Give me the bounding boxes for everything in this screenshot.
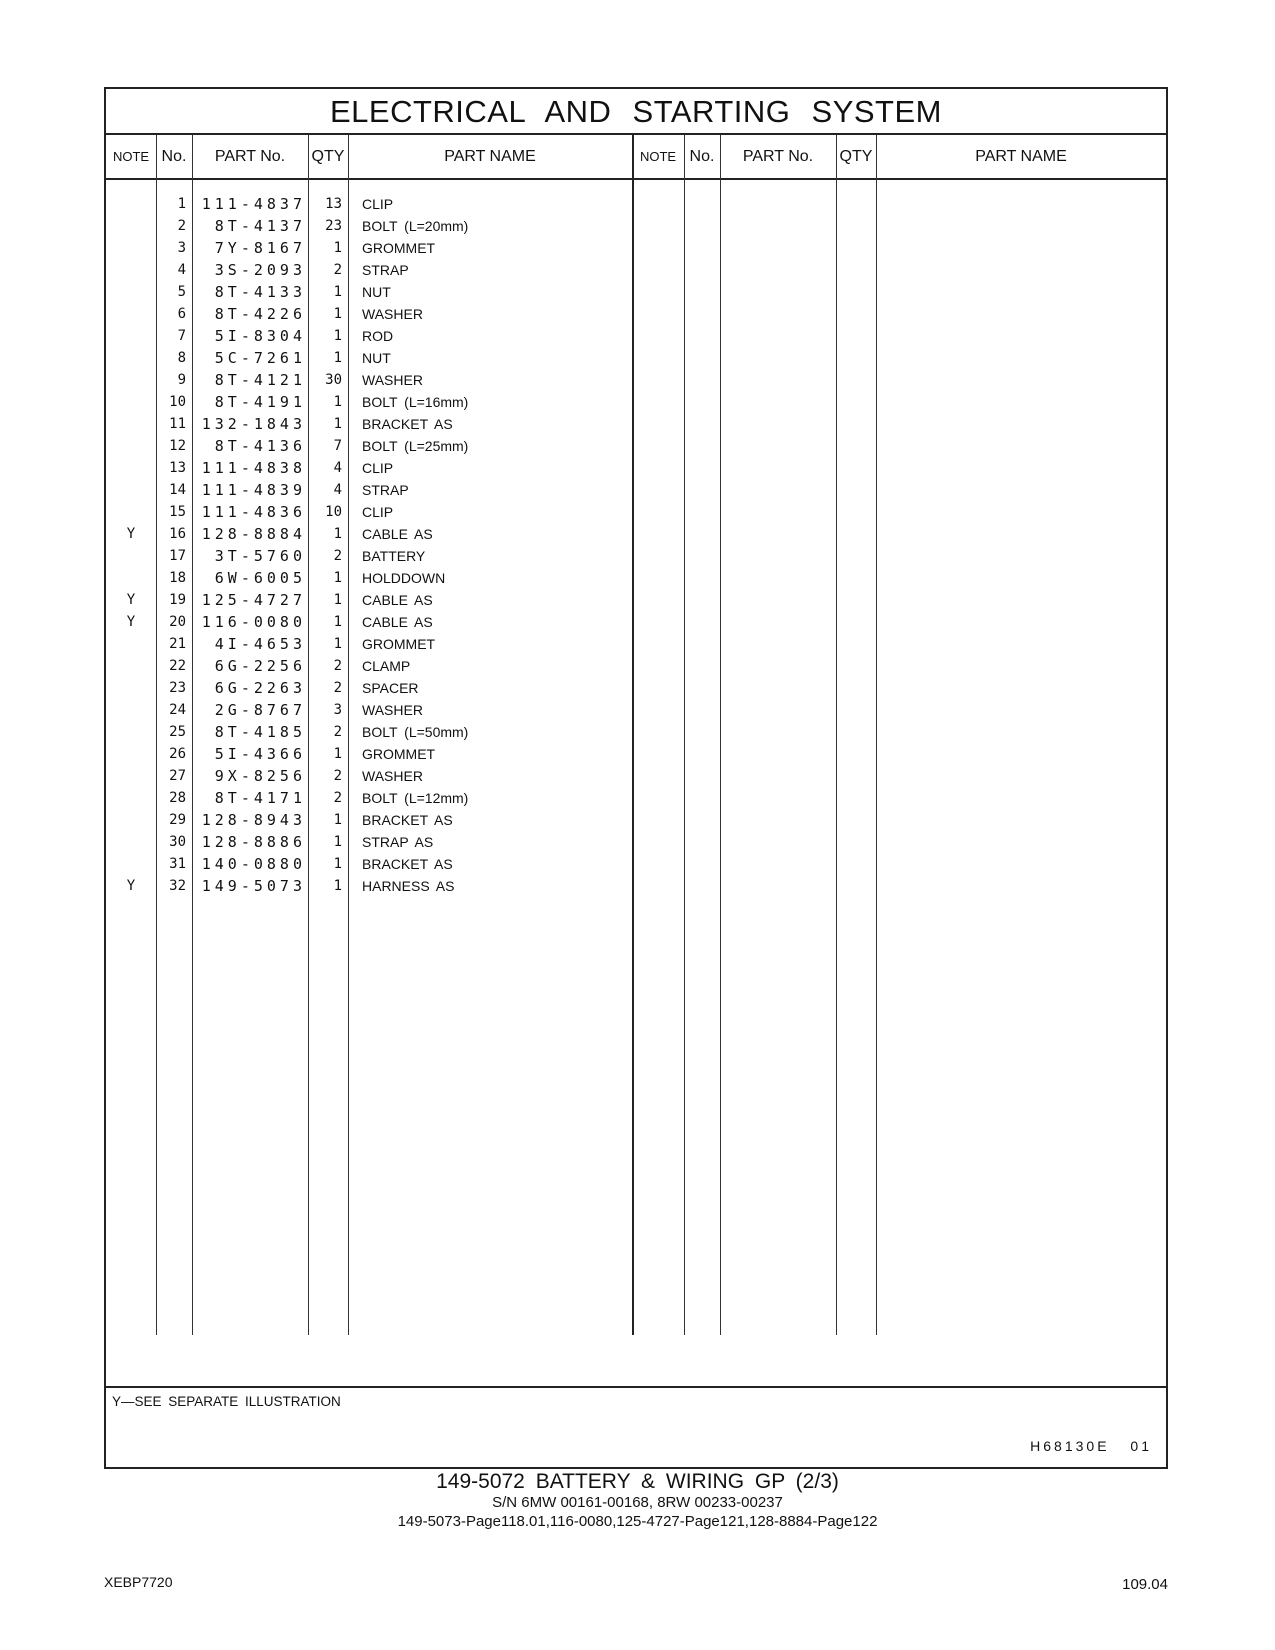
part-name-cell: STRAP AS bbox=[362, 834, 434, 850]
quantity-cell: 1 bbox=[333, 592, 342, 608]
part-name-cell: BATTERY bbox=[362, 548, 426, 564]
header-part-no-right: PART No. bbox=[742, 148, 814, 165]
item-number-cell: 10 bbox=[169, 394, 186, 410]
note-cell: Y bbox=[126, 614, 136, 630]
quantity-cell: 1 bbox=[333, 240, 342, 256]
part-number-cell: 2G-8767 bbox=[214, 701, 306, 719]
header-qty-left: QTY bbox=[311, 148, 345, 165]
header-part-name-right: PART NAME bbox=[975, 148, 1067, 165]
quantity-cell: 2 bbox=[333, 658, 342, 674]
part-name-cell: CABLE AS bbox=[362, 614, 433, 630]
part-name-cell: GROMMET bbox=[362, 240, 436, 256]
part-name-cell: BOLT (L=16mm) bbox=[362, 394, 469, 410]
quantity-cell: 1 bbox=[333, 570, 342, 586]
quantity-cell: 1 bbox=[333, 834, 342, 850]
part-number-cell: 128-8884 bbox=[201, 525, 306, 543]
quantity-cell: 2 bbox=[333, 724, 342, 740]
item-number-cell: 30 bbox=[169, 834, 186, 850]
part-name-cell: BOLT (L=50mm) bbox=[362, 724, 469, 740]
quantity-cell: 13 bbox=[325, 196, 342, 212]
part-name-cell: WASHER bbox=[362, 306, 423, 322]
part-name-cell: CLIP bbox=[362, 460, 394, 476]
part-number-cell: 6W-6005 bbox=[214, 569, 306, 587]
part-name-cell: SPACER bbox=[362, 680, 419, 696]
table-row bbox=[106, 677, 1166, 699]
quantity-cell: 1 bbox=[333, 856, 342, 872]
part-number-cell: 3T-5760 bbox=[214, 547, 306, 565]
serial-numbers: S/N 6MW 00161-00168, 8RW 00233-00237 bbox=[492, 1494, 783, 1511]
table-row bbox=[106, 325, 1166, 347]
header-qty-right: QTY bbox=[839, 148, 873, 165]
part-name-cell: BRACKET AS bbox=[362, 856, 453, 872]
part-number-cell: 8T-4136 bbox=[214, 437, 306, 455]
part-name-cell: NUT bbox=[362, 350, 391, 366]
quantity-cell: 1 bbox=[333, 812, 342, 828]
table-row bbox=[106, 853, 1166, 875]
table-row bbox=[106, 545, 1166, 567]
table-row bbox=[106, 589, 1166, 611]
table-row bbox=[106, 347, 1166, 369]
table-row bbox=[106, 633, 1166, 655]
quantity-cell: 10 bbox=[325, 504, 342, 520]
part-name-cell: STRAP bbox=[362, 262, 409, 278]
part-number-cell: 128-8886 bbox=[201, 833, 306, 851]
quantity-cell: 1 bbox=[333, 878, 342, 894]
quantity-cell: 1 bbox=[333, 394, 342, 410]
quantity-cell: 23 bbox=[325, 218, 342, 234]
part-name-cell: WASHER bbox=[362, 702, 423, 718]
quantity-cell: 2 bbox=[333, 790, 342, 806]
part-name-cell: NUT bbox=[362, 284, 391, 300]
part-name-cell: ROD bbox=[362, 328, 394, 344]
part-number-cell: 8T-4137 bbox=[214, 217, 306, 235]
part-number-cell: 8T-4185 bbox=[214, 723, 306, 741]
quantity-cell: 1 bbox=[333, 614, 342, 630]
table-row bbox=[106, 721, 1166, 743]
part-number-cell: 5C-7261 bbox=[214, 349, 306, 367]
quantity-cell: 1 bbox=[333, 746, 342, 762]
quantity-cell: 4 bbox=[333, 482, 342, 498]
footer-divider bbox=[106, 1386, 1166, 1388]
item-number-cell: 6 bbox=[177, 306, 186, 322]
part-number-cell: 6G-2263 bbox=[214, 679, 306, 697]
part-name-cell: CLAMP bbox=[362, 658, 411, 674]
quantity-cell: 7 bbox=[333, 438, 342, 454]
quantity-cell: 2 bbox=[333, 768, 342, 784]
item-number-cell: 13 bbox=[169, 460, 186, 476]
part-number-cell: 9X-8256 bbox=[214, 767, 306, 785]
part-number-cell: 149-5073 bbox=[201, 877, 306, 895]
item-number-cell: 7 bbox=[177, 328, 186, 344]
part-name-cell: CABLE AS bbox=[362, 592, 433, 608]
item-number-cell: 24 bbox=[169, 702, 186, 718]
table-row bbox=[106, 765, 1166, 787]
item-number-cell: 23 bbox=[169, 680, 186, 696]
header-no-left: No. bbox=[161, 148, 187, 165]
parts-sheet bbox=[104, 87, 1168, 1469]
table-row bbox=[106, 699, 1166, 721]
sheet-title: ELECTRICAL AND STARTING SYSTEM bbox=[106, 89, 1166, 135]
item-number-cell: 17 bbox=[169, 548, 186, 564]
part-name-cell: WASHER bbox=[362, 768, 423, 784]
quantity-cell: 1 bbox=[333, 526, 342, 542]
table-row bbox=[106, 413, 1166, 435]
table-row bbox=[106, 369, 1166, 391]
header-part-name-left: PART NAME bbox=[444, 148, 536, 165]
quantity-cell: 2 bbox=[333, 262, 342, 278]
quantity-cell: 2 bbox=[333, 680, 342, 696]
page-references: 149-5073-Page118.01,116-0080,125-4727-Page121,128-8884-Page122 bbox=[397, 1513, 878, 1530]
table-row bbox=[106, 457, 1166, 479]
illustration-code: H68130E 01 bbox=[1030, 1438, 1152, 1454]
table-row bbox=[106, 259, 1166, 281]
part-number-cell: 5I-4366 bbox=[214, 745, 306, 763]
document-id: XEBP7720 bbox=[104, 1574, 173, 1590]
table-row bbox=[106, 215, 1166, 237]
header-part-no-left: PART No. bbox=[214, 148, 286, 165]
item-number-cell: 27 bbox=[169, 768, 186, 784]
table-row bbox=[106, 523, 1166, 545]
item-number-cell: 9 bbox=[177, 372, 186, 388]
table-row bbox=[106, 831, 1166, 853]
part-number-cell: 7Y-8167 bbox=[214, 239, 306, 257]
part-name-cell: BRACKET AS bbox=[362, 812, 453, 828]
quantity-cell: 1 bbox=[333, 416, 342, 432]
table-row bbox=[106, 655, 1166, 677]
item-number-cell: 2 bbox=[177, 218, 186, 234]
quantity-cell: 2 bbox=[333, 548, 342, 564]
part-number-cell: 111-4838 bbox=[201, 459, 306, 477]
quantity-cell: 3 bbox=[333, 702, 342, 718]
item-number-cell: 29 bbox=[169, 812, 186, 828]
part-number-cell: 8T-4133 bbox=[214, 283, 306, 301]
part-name-cell: BOLT (L=25mm) bbox=[362, 438, 469, 454]
part-name-cell: CLIP bbox=[362, 504, 394, 520]
item-number-cell: 19 bbox=[169, 592, 186, 608]
note-cell: Y bbox=[126, 592, 136, 608]
part-name-cell: STRAP bbox=[362, 482, 409, 498]
table-row bbox=[106, 809, 1166, 831]
table-row bbox=[106, 193, 1166, 215]
item-number-cell: 18 bbox=[169, 570, 186, 586]
part-name-cell: WASHER bbox=[362, 372, 423, 388]
item-number-cell: 11 bbox=[169, 416, 186, 432]
item-number-cell: 22 bbox=[169, 658, 186, 674]
note-cell: Y bbox=[126, 526, 136, 542]
part-name-cell: GROMMET bbox=[362, 636, 436, 652]
table-row bbox=[106, 391, 1166, 413]
item-number-cell: 3 bbox=[177, 240, 186, 256]
quantity-cell: 4 bbox=[333, 460, 342, 476]
item-number-cell: 21 bbox=[169, 636, 186, 652]
part-number-cell: 8T-4121 bbox=[214, 371, 306, 389]
item-number-cell: 26 bbox=[169, 746, 186, 762]
quantity-cell: 30 bbox=[325, 372, 342, 388]
part-name-cell: HARNESS AS bbox=[362, 878, 455, 894]
table-header bbox=[106, 135, 1166, 180]
part-number-cell: 132-1843 bbox=[201, 415, 306, 433]
quantity-cell: 1 bbox=[333, 636, 342, 652]
table-row bbox=[106, 501, 1166, 523]
table-row bbox=[106, 303, 1166, 325]
part-number-cell: 5I-8304 bbox=[214, 327, 306, 345]
part-number-cell: 111-4837 bbox=[201, 195, 306, 213]
part-name-cell: BRACKET AS bbox=[362, 416, 453, 432]
item-number-cell: 15 bbox=[169, 504, 186, 520]
item-number-cell: 12 bbox=[169, 438, 186, 454]
item-number-cell: 16 bbox=[169, 526, 186, 542]
item-number-cell: 32 bbox=[169, 878, 186, 894]
table-row bbox=[106, 281, 1166, 303]
table-row bbox=[106, 875, 1166, 897]
part-name-cell: BOLT (L=20mm) bbox=[362, 218, 469, 234]
part-number-cell: 8T-4191 bbox=[214, 393, 306, 411]
item-number-cell: 31 bbox=[169, 856, 186, 872]
group-caption: 149-5072 BATTERY & WIRING GP (2/3) bbox=[436, 1470, 839, 1493]
item-number-cell: 28 bbox=[169, 790, 186, 806]
item-number-cell: 14 bbox=[169, 482, 186, 498]
table-row bbox=[106, 237, 1166, 259]
part-number-cell: 111-4839 bbox=[201, 481, 306, 499]
part-name-cell: BOLT (L=12mm) bbox=[362, 790, 469, 806]
table-row bbox=[106, 567, 1166, 589]
part-name-cell: GROMMET bbox=[362, 746, 436, 762]
table-row bbox=[106, 611, 1166, 633]
table-row bbox=[106, 435, 1166, 457]
item-number-cell: 4 bbox=[177, 262, 186, 278]
part-number-cell: 8T-4171 bbox=[214, 789, 306, 807]
part-number-cell: 8T-4226 bbox=[214, 305, 306, 323]
header-note-right: NOTE bbox=[639, 149, 677, 164]
table-row bbox=[106, 479, 1166, 501]
item-number-cell: 5 bbox=[177, 284, 186, 300]
page-number: 109.04 bbox=[1122, 1576, 1168, 1593]
item-number-cell: 25 bbox=[169, 724, 186, 740]
part-name-cell: HOLDDOWN bbox=[362, 570, 446, 586]
footnote: Y—SEE SEPARATE ILLUSTRATION bbox=[112, 1394, 341, 1409]
part-number-cell: 3S-2093 bbox=[214, 261, 306, 279]
part-name-cell: CLIP bbox=[362, 196, 394, 212]
table-row bbox=[106, 787, 1166, 809]
quantity-cell: 1 bbox=[333, 284, 342, 300]
quantity-cell: 1 bbox=[333, 328, 342, 344]
note-cell: Y bbox=[126, 878, 136, 894]
part-number-cell: 116-0080 bbox=[201, 613, 306, 631]
item-number-cell: 1 bbox=[177, 196, 186, 212]
quantity-cell: 1 bbox=[333, 350, 342, 366]
part-number-cell: 125-4727 bbox=[201, 591, 306, 609]
part-name-cell: CABLE AS bbox=[362, 526, 433, 542]
part-number-cell: 128-8943 bbox=[201, 811, 306, 829]
item-number-cell: 20 bbox=[169, 614, 186, 630]
part-number-cell: 140-0880 bbox=[201, 855, 306, 873]
part-number-cell: 111-4836 bbox=[201, 503, 306, 521]
item-number-cell: 8 bbox=[177, 350, 186, 366]
header-note-left: NOTE bbox=[112, 149, 150, 164]
part-number-cell: 4I-4653 bbox=[214, 635, 306, 653]
part-number-cell: 6G-2256 bbox=[214, 657, 306, 675]
header-no-right: No. bbox=[689, 148, 715, 165]
table-row bbox=[106, 743, 1166, 765]
quantity-cell: 1 bbox=[333, 306, 342, 322]
